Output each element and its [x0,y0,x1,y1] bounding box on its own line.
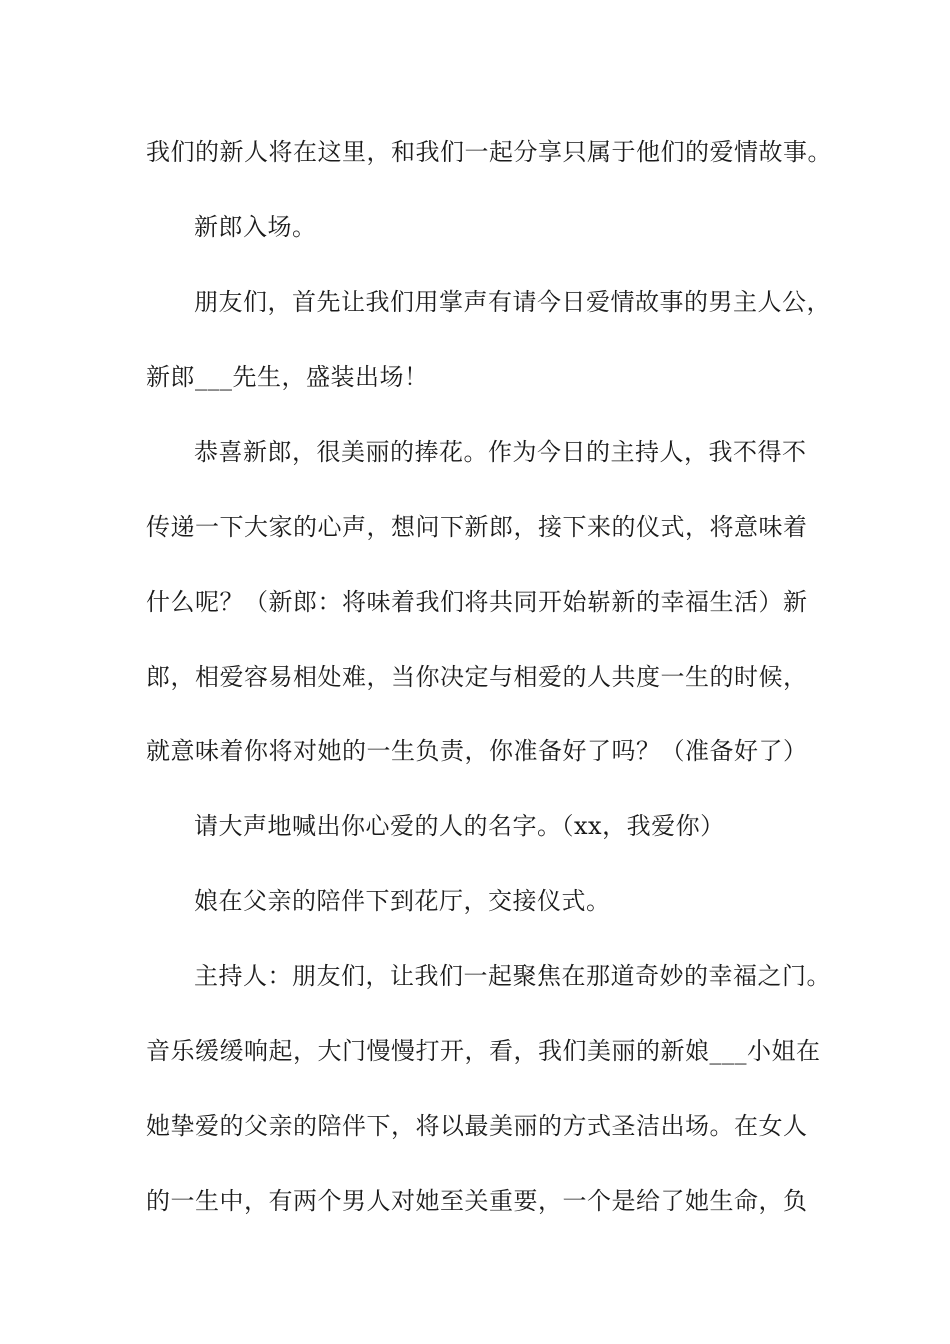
text-line-13: 音乐缓缓响起，大门慢慢打开，看，我们美丽的新娘___小姐在 [146,1037,821,1065]
text-line-10: 请大声地喊出你心爱的人的名字。（xx，我爱你） [194,812,725,840]
text-line-1: 我们的新人将在这里，和我们一起分享只属于他们的爱情故事。 [146,138,832,166]
text-line-11: 娘在父亲的陪伴下到花厅，交接仪式。 [194,887,611,915]
text-line-14: 她挚爱的父亲的陪伴下，将以最美丽的方式圣洁出场。在女人 [146,1112,808,1140]
text-line-15: 的一生中，有两个男人对她至关重要，一个是给了她生命，负 [146,1187,808,1215]
text-line-9: 就意味着你将对她的一生负责，你准备好了吗？（准备好了） [146,737,808,765]
text-line-2: 新郎入场。 [194,213,317,241]
text-line-4: 新郎___先生，盛装出场！ [146,363,429,391]
text-line-6: 传递一下大家的心声，想问下新郎，接下来的仪式，将意味着 [146,513,808,541]
text-line-3: 朋友们，首先让我们用掌声有请今日爱情故事的男主人公， [194,288,831,316]
text-line-8: 郎，相爱容易相处难，当你决定与相爱的人共度一生的时候， [146,663,808,691]
text-line-12: 主持人：朋友们，让我们一起聚焦在那道奇妙的幸福之门。 [194,962,831,990]
text-line-7: 什么呢？（新郎：将味着我们将共同开始崭新的幸福生活）新 [146,588,808,616]
text-line-5: 恭喜新郎，很美丽的捧花。作为今日的主持人，我不得不 [194,438,807,466]
